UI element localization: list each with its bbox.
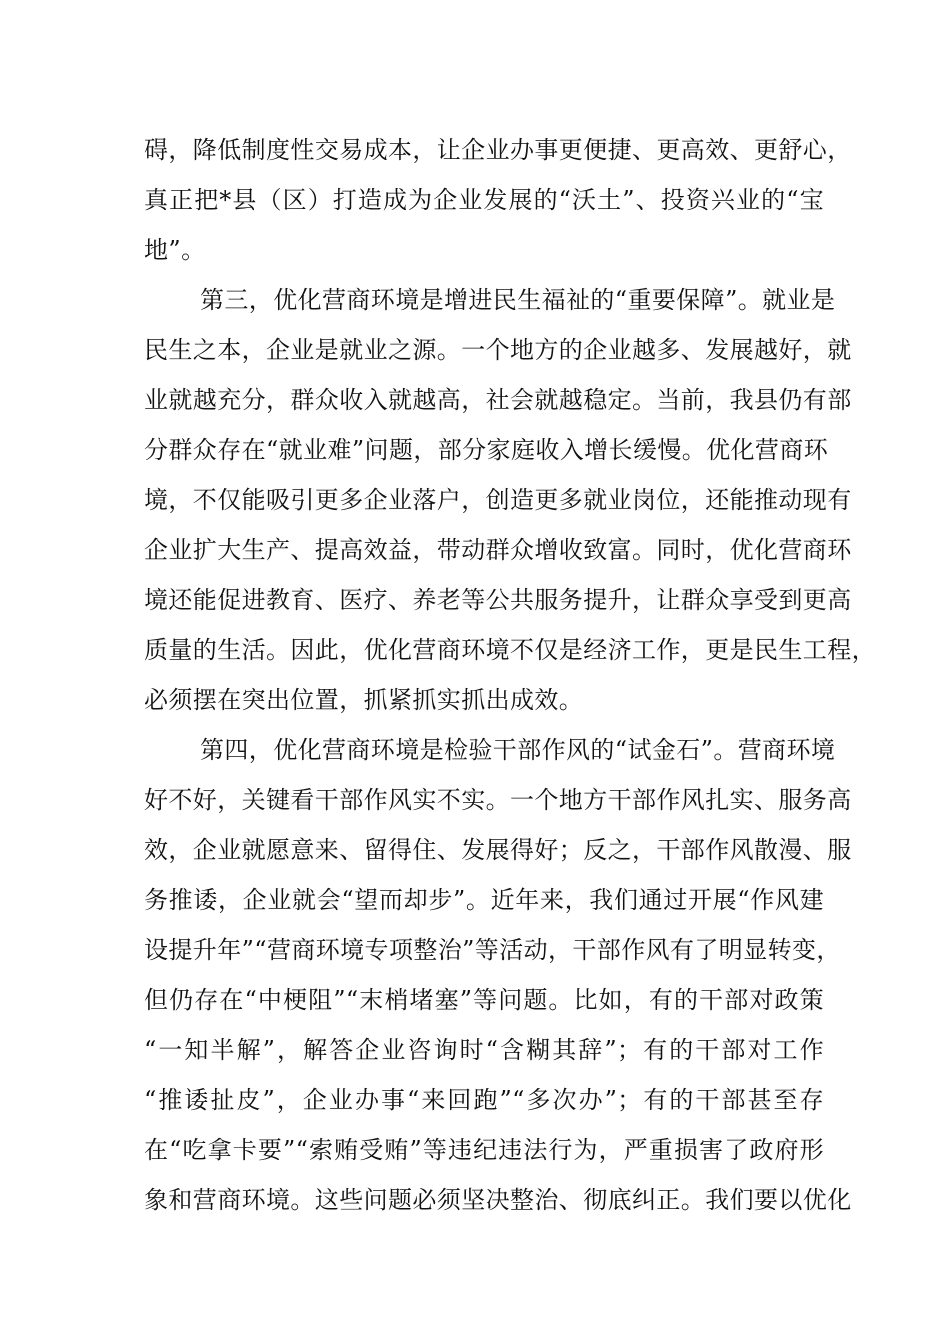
paragraph-start-line: 第四，优化营商环境是检验干部作风的“试金石”。营商环境 [200, 736, 836, 764]
text-line: 必须摆在突出位置，抓紧抓实抓出成效。 [144, 686, 584, 714]
text-line: 在“吃拿卡要”“索贿受贿”等违纪违法行为，严重损害了政府形 [144, 1136, 824, 1164]
text-line: 民生之本，企业是就业之源。一个地方的企业越多、发展越好，就 [144, 336, 852, 364]
paragraph-start-line: 第三，优化营商环境是增进民生福祉的“重要保障”。就业是 [200, 286, 836, 314]
text-line: 务推诿，企业就会“望而却步”。近年来，我们通过开展“作风建 [144, 886, 824, 914]
text-line: 设提升年”“营商环境专项整治”等活动，干部作风有了明显转变， [144, 936, 841, 964]
text-line: 真正把*县（区）打造成为企业发展的“沃土”、投资兴业的“宝 [144, 186, 824, 214]
text-line: 境，不仅能吸引更多企业落户，创造更多就业岗位，还能推动现有 [144, 486, 852, 514]
text-line: 境还能促进教育、医疗、养老等公共服务提升，让群众享受到更高 [144, 586, 852, 614]
text-line: 象和营商环境。这些问题必须坚决整治、彻底纠正。我们要以优化 [144, 1186, 852, 1214]
text-line: 好不好，关键看干部作风实不实。一个地方干部作风扎实、服务高 [144, 786, 852, 814]
text-line: 碍，降低制度性交易成本，让企业办事更便捷、更高效、更舒心， [144, 136, 852, 164]
text-line: 但仍存在“中梗阻”“末梢堵塞”等问题。比如，有的干部对政策 [144, 986, 824, 1014]
text-line: 业就越充分，群众收入就越高，社会就越稳定。当前，我县仍有部 [144, 386, 852, 414]
text-line: 质量的生活。因此，优化营商环境不仅是经济工作，更是民生工程， [144, 636, 876, 664]
text-line: 企业扩大生产、提高效益，带动群众增收致富。同时，优化营商环 [144, 536, 852, 564]
text-line: 效，企业就愿意来、留得住、发展得好；反之，干部作风散漫、服 [144, 836, 852, 864]
text-line: 分群众存在“就业难”问题，部分家庭收入增长缓慢。优化营商环 [144, 436, 829, 464]
text-line: 地”。 [144, 236, 206, 264]
text-line: “一知半解”，解答企业咨询时“含糊其辞”；有的干部对工作 [144, 1036, 824, 1064]
text-line: “推诿扯皮”，企业办事“来回跑”“多次办”；有的干部甚至存 [144, 1086, 824, 1114]
